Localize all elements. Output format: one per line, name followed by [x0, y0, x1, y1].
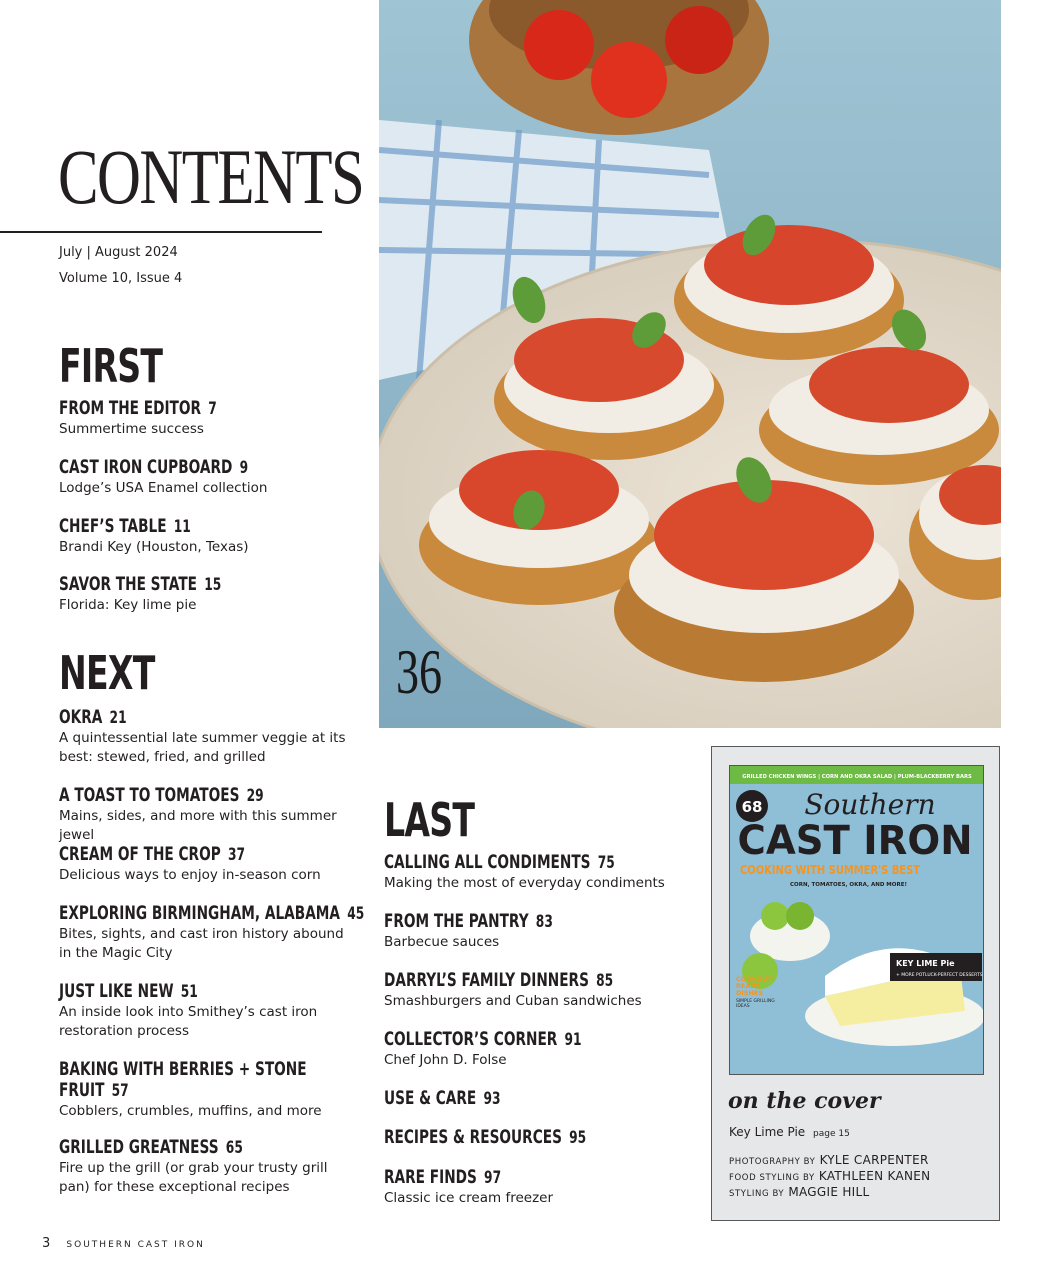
entry-page: 7: [208, 399, 217, 419]
cover-side-text: [736, 976, 776, 1036]
section-heading-first: FIRST: [59, 339, 163, 393]
cover-recipe-count: 68: [741, 798, 763, 816]
entry-title-continued: FRUIT: [59, 1079, 105, 1101]
credit-role: FOOD STYLING BY: [729, 1173, 815, 1183]
entry-page: 11: [173, 517, 191, 537]
entry-description: Bites, sights, and cast iron history abound in the Magic City: [59, 926, 344, 961]
bruschetta-illustration: [379, 0, 1001, 728]
entry-title: EXPLORING BIRMINGHAM, ALABAMA: [59, 902, 340, 924]
cover-banner: GRILLED CHICKEN WINGS | CORN AND OKRA SALAD | PLUM-BLACKBERRY BARS: [742, 774, 972, 780]
title-divider: [0, 231, 322, 233]
entry-description: Chef John D. Folse: [384, 1052, 507, 1068]
entry-page: 37: [227, 845, 245, 865]
cover-item-line: [729, 1125, 850, 1139]
entry-description: Barbecue sauces: [384, 934, 500, 950]
cover-side-head: COOKOUT-READY DISHES: [736, 976, 774, 997]
toc-entry[interactable]: [59, 1059, 364, 1121]
cover-illustration: [730, 766, 984, 1075]
issue-date: July | August 2024: [59, 245, 178, 260]
page-title: CONTENTS: [58, 133, 364, 220]
entry-title: CREAM OF THE CROP: [59, 843, 221, 865]
entry-description: Smashburgers and Cuban sandwiches: [384, 993, 642, 1009]
entry-description: Mains, sides, and more with this summer jewel: [59, 808, 337, 843]
cover-item: Key Lime Pie: [729, 1125, 806, 1139]
cover-item-page[interactable]: page 15: [813, 1129, 850, 1139]
entry-description: Florida: Key lime pie: [59, 597, 197, 613]
toc-entry[interactable]: [59, 1137, 359, 1197]
cover-script-title: Southern: [804, 788, 936, 821]
entry-page: 97: [484, 1168, 502, 1188]
magazine-name: SOUTHERN CAST IRON: [66, 1240, 205, 1250]
entry-page: 45: [347, 904, 365, 924]
entry-description: Brandi Key (Houston, Texas): [59, 539, 249, 555]
entry-title: BAKING WITH BERRIES + STONE: [59, 1058, 307, 1080]
entry-title: GRILLED GREATNESS: [59, 1136, 219, 1158]
credit-line: [729, 1169, 930, 1183]
entry-title: COLLECTOR’S CORNER: [384, 1028, 558, 1050]
entry-title: OKRA: [59, 706, 103, 728]
entry-title: CALLING ALL CONDIMENTS: [384, 851, 591, 873]
page-number: 3: [42, 1236, 51, 1251]
entry-description: Classic ice cream freezer: [384, 1190, 554, 1206]
section-heading-next: NEXT: [59, 646, 155, 700]
hero-page-reference[interactable]: 36: [396, 636, 443, 707]
entry-description: Delicious ways to enjoy in-season corn: [59, 867, 321, 883]
entry-page: 91: [564, 1030, 582, 1050]
toc-entry[interactable]: [59, 785, 364, 845]
entry-page: 57: [111, 1081, 129, 1101]
entry-title: USE & CARE: [384, 1087, 477, 1109]
cover-subtagline: CORN, TOMATOES, OKRA, AND MORE!: [790, 882, 907, 888]
magazine-cover[interactable]: [729, 765, 984, 1075]
entry-description: Lodge’s USA Enamel collection: [59, 480, 268, 496]
entry-page: 15: [204, 575, 222, 595]
cover-feature-sub: + MORE POTLUCK-PERFECT DESSERTS: [896, 973, 983, 978]
entry-page: 29: [246, 786, 264, 806]
entry-page: 85: [596, 971, 614, 991]
toc-entry[interactable]: [59, 981, 329, 1041]
entry-page: 21: [109, 708, 127, 728]
entry-page: 95: [569, 1128, 587, 1148]
issue-volume: Volume 10, Issue 4: [59, 271, 183, 286]
credit-line: [729, 1185, 869, 1199]
cover-feature: KEY LIME Pie: [896, 959, 955, 968]
entry-page: 83: [535, 912, 553, 932]
entry-title: DARRYL’S FAMILY DINNERS: [384, 969, 589, 991]
entry-title: A TOAST TO TOMATOES: [59, 784, 240, 806]
entry-title: CAST IRON CUPBOARD: [59, 456, 233, 478]
entry-title: JUST LIKE NEW: [59, 980, 174, 1002]
cover-side-sub: SIMPLE GRILLING IDEAS: [736, 999, 775, 1009]
credit-name: MAGGIE HILL: [788, 1185, 870, 1199]
entry-page: 65: [225, 1138, 243, 1158]
entry-page: 75: [597, 853, 615, 873]
page-footer: [42, 1236, 205, 1251]
entry-title: FROM THE EDITOR: [59, 397, 202, 419]
hero-photo: [379, 0, 1001, 728]
credit-line: [729, 1153, 929, 1167]
credit-role: PHOTOGRAPHY BY: [729, 1157, 816, 1167]
cover-tagline: COOKING WITH SUMMER'S BEST: [740, 863, 921, 877]
entry-page: 51: [180, 982, 198, 1002]
entry-title: CHEF’S TABLE: [59, 515, 167, 537]
section-heading-last: LAST: [384, 793, 475, 847]
entry-title: SAVOR THE STATE: [59, 573, 198, 595]
entry-description: Making the most of everyday condiments: [384, 875, 665, 891]
cover-title: CAST IRON: [737, 818, 973, 864]
entry-title: RARE FINDS: [384, 1166, 477, 1188]
cover-heading: on the cover: [728, 1088, 881, 1114]
credit-name: KATHLEEN KANEN: [818, 1169, 931, 1183]
entry-title: FROM THE PANTRY: [384, 910, 529, 932]
entry-title: RECIPES & RESOURCES: [384, 1126, 562, 1148]
entry-description: A quintessential late summer veggie at its best: stewed, fried, and grilled: [59, 730, 346, 765]
entry-description: Summertime success: [59, 421, 204, 437]
toc-entry[interactable]: [59, 707, 364, 767]
entry-page: 9: [239, 458, 249, 478]
credit-role: STYLING BY: [729, 1189, 785, 1199]
toc-entry[interactable]: [59, 844, 364, 885]
entry-description: Fire up the grill (or grab your trusty grill pan) for these exceptional recipes: [59, 1160, 328, 1195]
entry-page: 93: [483, 1089, 501, 1109]
entry-description: Cobblers, crumbles, muffins, and more: [59, 1103, 322, 1119]
toc-entry[interactable]: [59, 902, 365, 963]
credit-name: KYLE CARPENTER: [819, 1153, 929, 1167]
entry-description: An inside look into Smithey’s cast iron restoration process: [59, 1004, 318, 1039]
